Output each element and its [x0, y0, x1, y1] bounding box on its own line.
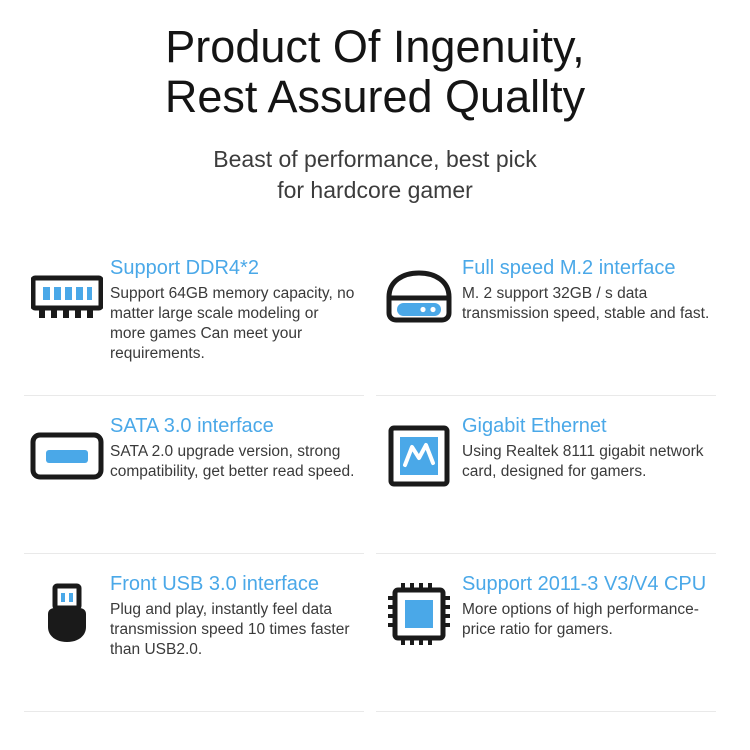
- usb-flash-drive-icon: [24, 568, 110, 654]
- cpu-chip-icon: [376, 568, 462, 654]
- feature-description: Support 64GB memory capacity, no matter large scale modeling or more games Can meet your requirements.: [110, 285, 355, 362]
- ram-memory-icon: [24, 252, 110, 338]
- feature-title: Support DDR4*2: [110, 257, 259, 279]
- page-title: [0, 22, 750, 122]
- feature-item-usb: [24, 554, 364, 712]
- feature-description: Using Realtek 8111 gigabit network card, designed for gamers.: [462, 443, 704, 480]
- m2-ssd-icon: [376, 252, 462, 338]
- feature-text-usb: [110, 568, 364, 660]
- feature-text-sata: [110, 410, 364, 482]
- page-title-line-1: Product Of Ingenuity,: [165, 21, 585, 72]
- feature-item-ddr4: [24, 238, 364, 396]
- ethernet-port-icon: [376, 410, 462, 496]
- feature-text-ethernet: [462, 410, 716, 482]
- feature-description: More options of high performance-price ratio for gamers.: [462, 601, 699, 638]
- feature-title: Front USB 3.0 interface: [110, 573, 319, 595]
- feature-description: Plug and play, instantly feel data transmission speed 10 times faster than USB2.0.: [110, 601, 350, 658]
- page-subtitle: [0, 144, 750, 206]
- page-header: [0, 0, 750, 206]
- feature-title: Gigabit Ethernet: [462, 415, 607, 437]
- page-title-line-2: Rest Assured Quallty: [164, 71, 586, 122]
- feature-title: SATA 3.0 interface: [110, 415, 274, 437]
- feature-description: M. 2 support 32GB / s data transmission speed, stable and fast.: [462, 285, 710, 322]
- feature-title: Support 2011-3 V3/V4 CPU: [462, 573, 707, 595]
- feature-item-cpu: [376, 554, 716, 712]
- page-subtitle-line-1: Beast of performance, best pick: [213, 146, 537, 172]
- sata-port-icon: [24, 410, 110, 496]
- feature-grid: [0, 238, 750, 712]
- feature-description: SATA 2.0 upgrade version, strong compatibility, get better read speed.: [110, 443, 355, 480]
- page-subtitle-line-2: for hardcore gamer: [277, 177, 473, 203]
- feature-title: Full speed M.2 interface: [462, 257, 676, 279]
- feature-item-m2: [376, 238, 716, 396]
- feature-text-m2: [462, 252, 716, 324]
- feature-text-ddr4: [110, 252, 364, 364]
- feature-text-cpu: [462, 568, 716, 640]
- feature-item-ethernet: [376, 396, 716, 554]
- feature-item-sata: [24, 396, 364, 554]
